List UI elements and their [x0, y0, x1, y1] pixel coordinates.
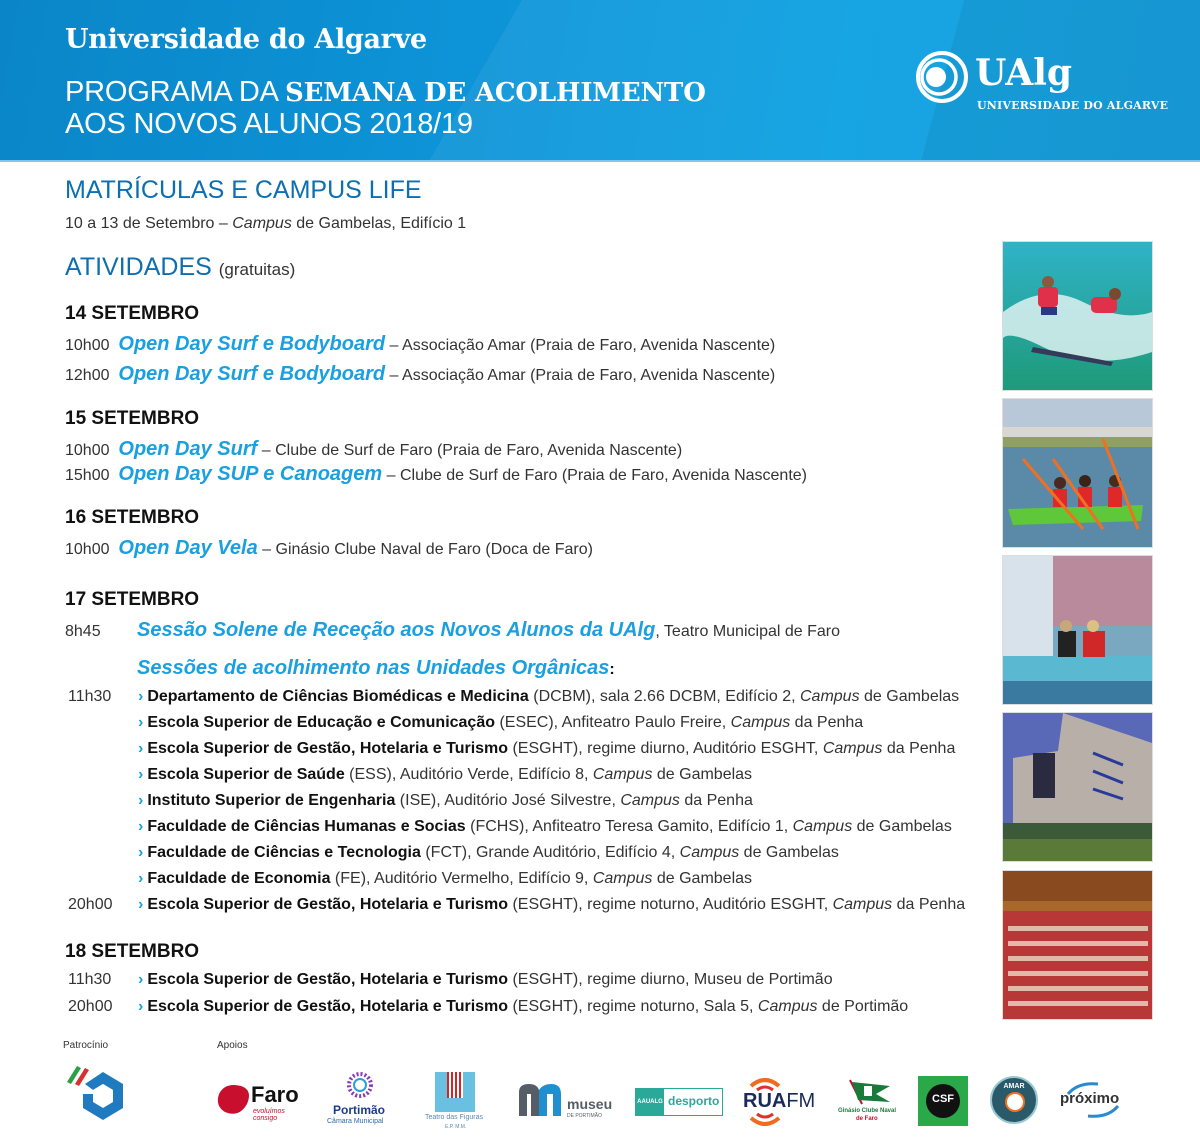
amar-logo: [990, 1076, 1038, 1124]
session-unit: Faculdade de Ciências Humanas e Socias: [147, 818, 466, 835]
event-time: 12h00: [65, 367, 110, 384]
program-title: [65, 76, 706, 109]
session-unit: Escola Superior de Gestão, Hotelaria e Turismo: [147, 740, 509, 757]
session-details: (ESGHT), regime noturno, Sala 5,: [508, 998, 758, 1015]
session-details: (FCHS), Anfiteatro Teresa Gamito, Edifício 1,: [465, 818, 793, 835]
portimao-subtext: Câmara Municipal: [327, 1118, 384, 1125]
session-details: (FCT), Grande Auditório, Edifício 4,: [420, 844, 680, 861]
campus-italic: Campus: [757, 998, 818, 1015]
event-desc: – Clube de Surf de Faro (Praia de Faro, Avenida Nascente): [382, 467, 807, 484]
session-time: 11h30: [68, 688, 112, 705]
session-campus: de Gambelas: [852, 818, 952, 835]
apoios-label: Apoios: [217, 1040, 248, 1051]
session-row: [65, 971, 833, 989]
canoe-image: [1003, 399, 1152, 547]
event-desc: – Associação Amar (Praia de Faro, Avenida Nascente): [385, 367, 776, 384]
session-row: [65, 998, 908, 1016]
session-details: (ISE), Auditório José Silvestre,: [395, 792, 621, 809]
event-time: 10h00: [65, 337, 110, 354]
matriculas-line: [65, 215, 466, 233]
session-details: (ESGHT), regime diurno, Auditório ESGHT,: [508, 740, 823, 757]
session-campus: de Gambelas: [739, 844, 839, 861]
session-campus: da Penha: [679, 792, 753, 809]
faro-blob-icon: [215, 1082, 253, 1116]
session-row: [65, 688, 959, 706]
session-campus: de Portimão: [817, 998, 909, 1015]
campus-italic: Campus: [679, 844, 740, 861]
canoe-photo: [1002, 398, 1153, 548]
session-row: [65, 714, 863, 732]
teatro-text: Teatro das Figuras: [425, 1114, 483, 1121]
portimao-logo: [325, 1070, 397, 1130]
day-heading: 17 SETEMBRO: [65, 589, 200, 610]
session-details: (FE), Auditório Vermelho, Edifício 9,: [330, 870, 593, 887]
event-title: Open Day SUP e Canoagem: [118, 463, 383, 485]
aaualg-desporto-logo: [635, 1088, 723, 1116]
event-desc: – Clube de Surf de Faro (Praia de Faro, Avenida Nascente): [257, 442, 683, 459]
session-campus: de Gambelas: [652, 766, 753, 783]
program-bold: SEMANA DE ACOLHIMENTO: [285, 78, 706, 108]
chevron-right-icon: ›: [138, 971, 144, 988]
chevron-right-icon: ›: [138, 714, 144, 731]
chevron-right-icon: ›: [138, 766, 144, 783]
program-prefix: PROGRAMA DA: [65, 76, 285, 108]
fm-text: FM: [786, 1090, 816, 1112]
session-unit: Escola Superior de Gestão, Hotelaria e Turismo: [147, 896, 509, 913]
event-time: 15h00: [65, 467, 110, 484]
ginasio-logo: [838, 1078, 900, 1126]
museu-logo: [515, 1082, 611, 1127]
program-subtitle: AOS NOVOS ALUNOS 2018/19: [65, 108, 473, 140]
auditorium-photo: [1002, 870, 1153, 1020]
surf-photo: [1002, 241, 1153, 391]
surf-image: [1003, 242, 1152, 390]
ualg-logo: [915, 50, 1169, 120]
teatro-logo: [425, 1072, 485, 1132]
chevron-right-icon: ›: [138, 870, 144, 887]
session-unit: Escola Superior de Gestão, Hotelaria e Turismo: [147, 998, 509, 1015]
matriculas-dates: 10 a 13 de Setembro –: [65, 215, 233, 232]
chevron-right-icon: ›: [138, 998, 144, 1015]
building-photo: [1002, 712, 1153, 862]
logo-wordmark: UAlg: [975, 52, 1073, 94]
session-time: 20h00: [68, 896, 113, 913]
session-row: [65, 870, 752, 888]
atividades-title: [65, 253, 295, 282]
chevron-right-icon: ›: [138, 896, 144, 913]
session-time: 20h00: [68, 998, 113, 1015]
teatro-subtext: E.P. M.M.: [445, 1124, 467, 1130]
campus-italic: Campus: [792, 818, 853, 835]
rua-text: RUA: [743, 1090, 787, 1112]
campus-italic: Campus: [232, 215, 292, 232]
campus-italic: Campus: [592, 766, 653, 783]
session-row: [65, 896, 965, 914]
session-row: [65, 844, 839, 862]
header-divider: [0, 160, 1200, 162]
event-time: 8h45: [65, 623, 101, 640]
atividades-sub: (gratuitas): [218, 260, 296, 279]
csf-logo: [918, 1076, 968, 1126]
csf-text: CSF: [932, 1093, 954, 1105]
university-title: Universidade do Algarve: [65, 24, 427, 55]
auditorium-image: [1003, 871, 1152, 1019]
session-row: [65, 740, 955, 758]
chevron-right-icon: ›: [138, 740, 144, 757]
event-desc: , Teatro Municipal de Faro: [655, 623, 840, 640]
session-details: (ESGHT), regime diurno, Museu de Portimão: [508, 971, 833, 988]
patrocinio-label: Patrocínio: [63, 1040, 109, 1051]
ruafm-logo: [743, 1076, 815, 1126]
session-details: (DCBM), sala 2.66 DCBM, Edifício 2,: [528, 688, 800, 705]
session-campus: da Penha: [790, 714, 864, 731]
session-row: [65, 818, 952, 836]
session-unit: Escola Superior de Educação e Comunicação: [147, 714, 495, 731]
session-details: (ESS), Auditório Verde, Edifício 8,: [344, 766, 593, 783]
session-row: [65, 766, 752, 784]
event-row: [65, 463, 807, 486]
day-heading: 14 SETEMBRO: [65, 303, 200, 324]
matriculas-title: MATRÍCULAS E CAMPUS LIFE: [65, 176, 422, 204]
day-heading: 16 SETEMBRO: [65, 507, 200, 528]
ruafm-text: [743, 1090, 815, 1113]
campus-italic: Campus: [822, 740, 883, 757]
day-heading: 18 SETEMBRO: [65, 941, 200, 962]
event-desc: – Ginásio Clube Naval de Faro (Doca de Faro): [257, 541, 593, 558]
atividades-label: ATIVIDADES: [65, 253, 212, 281]
building-image: [1003, 713, 1152, 861]
faro-text: Faro: [251, 1082, 299, 1107]
session-unit: Escola Superior de Saúde: [147, 766, 345, 783]
ginasio-text: Ginásio Clube Naval: [838, 1108, 897, 1114]
portimao-text: Portimão: [333, 1103, 386, 1117]
sailing-photo: [1002, 555, 1153, 705]
event-time: 10h00: [65, 442, 110, 459]
sessoes-title: Sessões de acolhimento nas Unidades Orgânicas: [137, 657, 610, 679]
ginasio-subtext: de Faro: [856, 1116, 878, 1122]
museu-subtext: DE PORTIMÃO: [567, 1113, 602, 1119]
chevron-right-icon: ›: [138, 818, 144, 835]
session-unit: Faculdade de Ciências e Tecnologia: [147, 844, 421, 861]
campus-italic: Campus: [730, 714, 791, 731]
session-unit: Departamento de Ciências Biomédicas e Medicina: [147, 688, 529, 705]
aaualg-text: AAUALG: [636, 1089, 664, 1115]
campus-italic: Campus: [620, 792, 680, 809]
chevron-right-icon: ›: [138, 844, 144, 861]
cgd-logo: [63, 1064, 133, 1124]
proximo-logo: [1058, 1080, 1128, 1120]
cgd-icon: [63, 1064, 133, 1124]
teatro-block: [435, 1072, 475, 1112]
campus-italic: Campus: [799, 688, 860, 705]
session-details: (ESGHT), regime noturno, Auditório ESGHT,: [508, 896, 833, 913]
chevron-right-icon: ›: [138, 688, 144, 705]
event-row: [65, 619, 840, 642]
sessoes-heading: [137, 657, 615, 680]
event-row: [65, 438, 682, 461]
session-unit: Faculdade de Economia: [147, 870, 331, 887]
portimao-ring-icon: [345, 1070, 375, 1100]
event-row: [65, 363, 775, 386]
day-heading: 15 SETEMBRO: [65, 408, 200, 429]
session-unit: Instituto Superior de Engenharia: [147, 792, 396, 809]
session-campus: de Gambelas: [859, 688, 960, 705]
museu-m-icon: [515, 1082, 565, 1116]
session-campus: de Gambelas: [652, 870, 753, 887]
header-band: [0, 0, 1200, 160]
desporto-text: desporto: [668, 1094, 720, 1108]
event-title: Open Day Surf e Bodyboard: [118, 363, 386, 385]
museu-text: museu: [567, 1096, 613, 1112]
flag-icon: [846, 1078, 892, 1106]
faro-subtext: evoluímos consigo: [253, 1108, 285, 1122]
event-row: [65, 537, 593, 560]
session-row: [65, 792, 753, 810]
amar-text: AMAR: [1003, 1083, 1025, 1090]
session-details: (ESEC), Anfiteatro Paulo Freire,: [495, 714, 731, 731]
campus-italic: Campus: [832, 896, 893, 913]
event-desc: – Associação Amar (Praia de Faro, Avenida Nascente): [385, 337, 776, 354]
event-title: Open Day Surf e Bodyboard: [118, 333, 386, 355]
campus-italic: Campus: [592, 870, 653, 887]
chevron-right-icon: ›: [138, 792, 144, 809]
sailing-image: [1003, 556, 1152, 704]
event-title: Sessão Solene de Receção aos Novos Alunos da UAlg: [137, 619, 656, 641]
faro-logo: [215, 1080, 305, 1125]
event-title: Open Day Vela: [118, 537, 258, 559]
event-title: Open Day Surf: [118, 438, 258, 460]
event-time: 10h00: [65, 541, 110, 558]
event-row: [65, 333, 775, 356]
session-campus: da Penha: [882, 740, 956, 757]
sessoes-colon: :: [609, 661, 615, 678]
session-time: 11h30: [68, 971, 112, 988]
logo-subtitle: UNIVERSIDADE DO ALGARVE: [977, 99, 1169, 112]
matriculas-location: de Gambelas, Edifício 1: [291, 215, 467, 232]
session-unit: Escola Superior de Gestão, Hotelaria e Turismo: [147, 971, 509, 988]
session-campus: da Penha: [892, 896, 966, 913]
proximo-text: próximo: [1060, 1090, 1120, 1107]
ualg-circles-icon: [915, 50, 969, 104]
